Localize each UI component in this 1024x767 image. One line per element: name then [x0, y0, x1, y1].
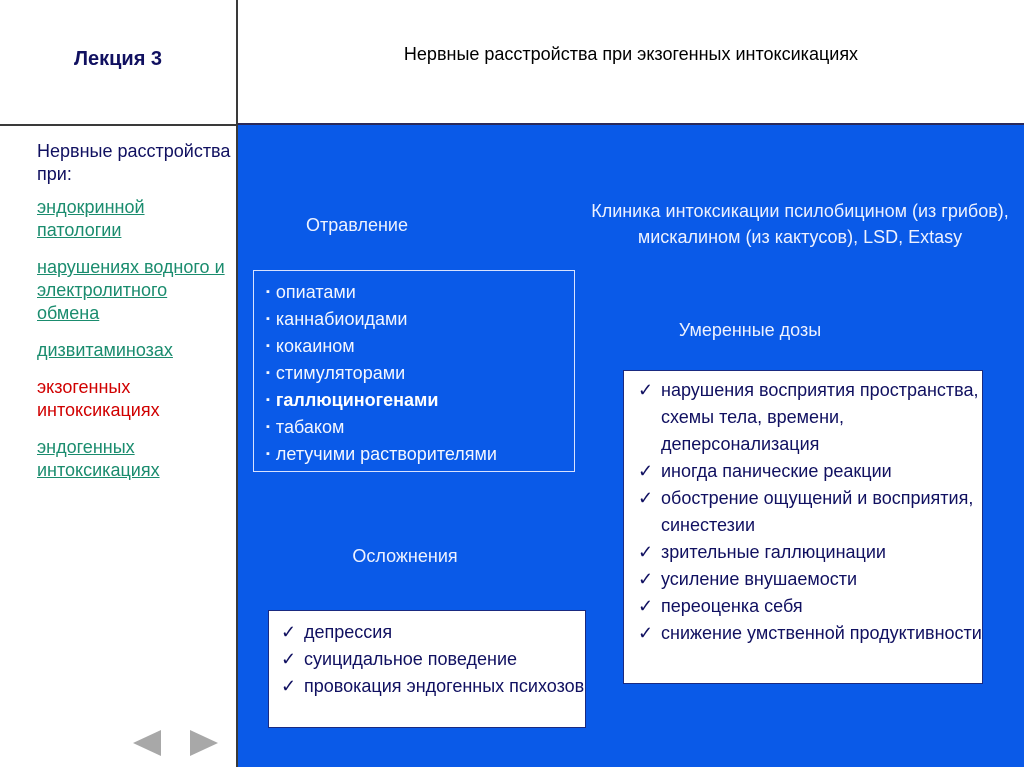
complications-heading: Осложнения [352, 546, 458, 566]
checkmark-icon: ✓ [638, 623, 654, 643]
list-item: ▪ опиатами [266, 282, 356, 302]
list-item: ▪ летучими растворителями [266, 444, 497, 464]
square-bullet-icon: ▪ [266, 367, 270, 379]
checkmark-icon: ✓ [638, 569, 654, 589]
list-item: ✓ зрительные галлюцинации [638, 539, 982, 566]
moderate-doses-list [623, 370, 983, 684]
list-item: ✓ обострение ощущений и восприятия, синестезии [638, 485, 982, 539]
checkmark-icon: ✓ [281, 649, 297, 669]
triangle-left-icon[interactable] [133, 730, 161, 756]
square-bullet-icon: ▪ [266, 448, 270, 460]
checkmark-icon: ✓ [638, 488, 654, 508]
sidebar-link-exogenous-active[interactable]: экзогенных интоксикациях [37, 377, 160, 420]
square-bullet-icon: ▪ [266, 340, 270, 352]
list-item: ▪ табаком [266, 417, 345, 437]
list-item: ▪ кокаином [266, 336, 355, 356]
list-item: ✓ нарушения восприятия пространства, схемы тела, времени, деперсонализация [638, 377, 982, 458]
checkmark-icon: ✓ [638, 596, 654, 616]
square-bullet-icon: ▪ [266, 313, 270, 325]
list-item-highlighted: ▪ галлюциногенами [266, 390, 439, 410]
list-item: ✓ суицидальное поведение [281, 646, 585, 673]
checkmark-icon: ✓ [281, 676, 297, 696]
checkmark-icon: ✓ [638, 380, 654, 400]
list-item: ✓ иногда панические реакции [638, 458, 982, 485]
clinic-heading: Клиника интоксикации псилобицином (из грибов), мискалином (из кактусов), LSD, Extasy [591, 201, 1009, 247]
checkmark-icon: ✓ [638, 542, 654, 562]
poisoning-list [253, 270, 575, 472]
complications-list [268, 610, 586, 728]
sidebar-intro: Нервные расстройства при: [37, 141, 231, 184]
moderate-doses-heading: Умеренные дозы [678, 320, 822, 340]
header-divider-left [0, 124, 238, 126]
square-bullet-icon: ▪ [266, 421, 270, 433]
triangle-right-icon[interactable] [190, 730, 218, 756]
sidebar-link-endocrine[interactable]: эндокринной патологии [37, 197, 145, 240]
list-item: ✓ усиление внушаемости [638, 566, 982, 593]
checkmark-icon: ✓ [638, 461, 654, 481]
sidebar [37, 140, 232, 496]
list-item: ✓ провокация эндогенных психозов [281, 673, 585, 700]
sidebar-link-dysvitaminosis[interactable]: дизвитаминозах [37, 340, 173, 360]
list-item: ✓ переоценка себя [638, 593, 982, 620]
list-item: ▪ стимуляторами [266, 363, 406, 383]
sidebar-link-water-electrolyte[interactable]: нарушениях водного и электролитного обмена [37, 257, 225, 323]
list-item: ✓ депрессия [281, 619, 585, 646]
sidebar-link-endogenous[interactable]: эндогенных интоксикациях [37, 437, 160, 480]
slide-title: Нервные расстройства при экзогенных интоксикациях [403, 44, 859, 64]
square-bullet-icon: ▪ [266, 394, 270, 406]
list-item: ✓ снижение умственной продуктивности [638, 620, 982, 647]
lecture-number: Лекция 3 [73, 48, 163, 70]
list-item: ▪ каннабиоидами [266, 309, 408, 329]
poisoning-heading: Отравление [306, 215, 408, 235]
square-bullet-icon: ▪ [266, 286, 270, 298]
checkmark-icon: ✓ [281, 622, 297, 642]
